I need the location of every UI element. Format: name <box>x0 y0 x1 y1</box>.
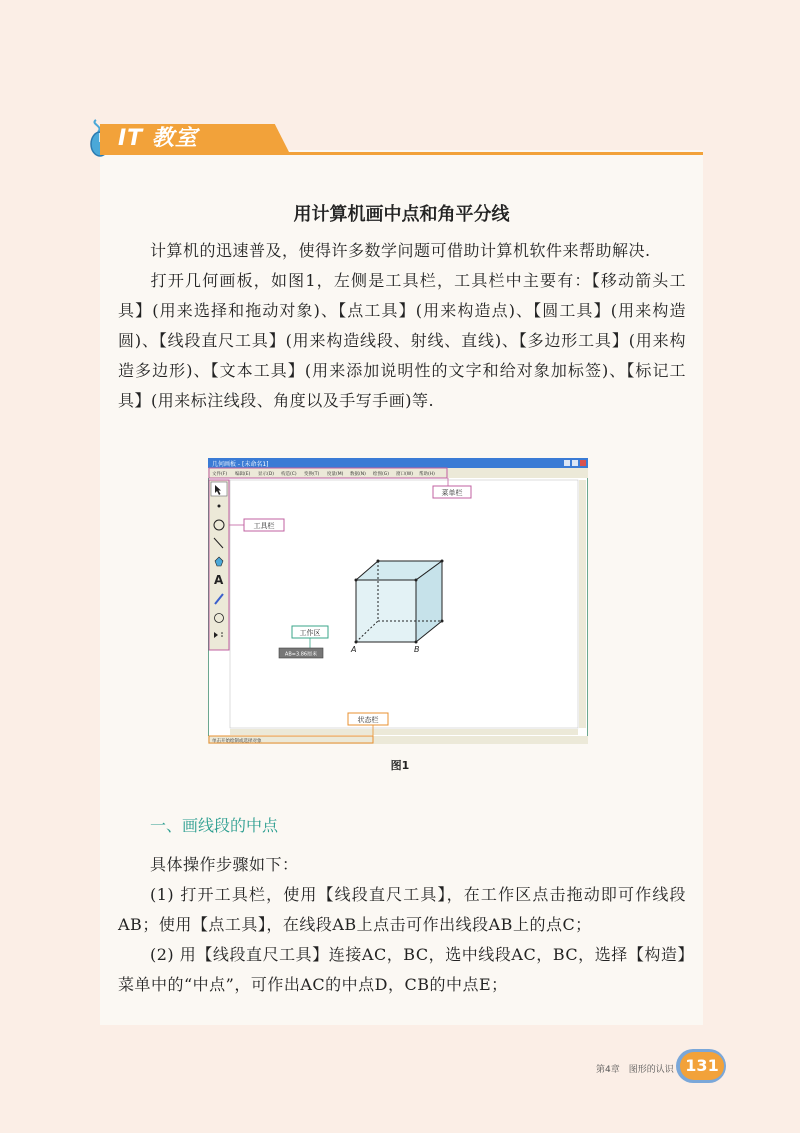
point-label-a: A <box>351 645 357 654</box>
text-tool-icon: A <box>214 573 224 587</box>
vertical-scrollbar <box>579 480 586 728</box>
window-maximize-button <box>572 460 578 466</box>
menu-item[interactable]: 绘图(G) <box>373 472 389 477</box>
menu-item[interactable]: 文件(F) <box>212 472 228 477</box>
menu-item[interactable]: 窗口(W) <box>396 472 413 477</box>
menu-item[interactable]: 度量(M) <box>327 472 344 477</box>
window-title-text: 几何画板 - [未命名1] <box>212 461 269 468</box>
paragraph-tools <box>118 266 686 416</box>
menu-item[interactable]: 构造(C) <box>281 472 297 477</box>
paragraph-tools-text: 打开几何画板，如图1，左侧是工具栏，工具栏中主要有：【移动箭头工具】(用来选择和拖动对象)、【点工具】(用来构造点)、【圆工具】(用来构造圆)、【线段直尺工具】(用来构造线段、射线、直线)、【多边形工具】(用来构造多边形)、【文本工具】(用来添加说明性的文字和给对象加标签)、【标记工具】(用来标注线段、角度以及手写手画)等. <box>118 271 686 410</box>
section-heading: 一、画线段的中点 <box>150 816 279 835</box>
menu-item[interactable]: 数据(N) <box>350 472 366 477</box>
section-intro-text: 具体操作步骤如下： <box>150 855 299 874</box>
step-1 <box>118 880 686 940</box>
figure-sketchpad-window <box>208 458 588 744</box>
callout-toolbar-label: 工具栏 <box>253 522 275 530</box>
section-intro <box>118 850 686 880</box>
measurement-text: AB=3.86厘米 <box>284 651 318 658</box>
step-2-text: (2) 用【线段直尺工具】连接AC，BC，选中线段AC，BC，选择【构造】菜单中的“中点”，可作出AC的中点D，CB的中点E； <box>118 945 686 994</box>
cube-drawing <box>356 561 442 642</box>
menu-item[interactable]: 编辑(E) <box>235 472 251 477</box>
window-minimize-button <box>564 460 570 466</box>
step-1-text: (1) 打开工具栏，使用【线段直尺工具】，在工作区点击拖动即可作线段AB；使用【点工具】，在线段AB上点击可作出线段AB上的点C； <box>118 885 686 934</box>
header-label: IT 教室 <box>118 126 198 151</box>
status-text: 单击开始绘制或选择对象 <box>212 739 262 744</box>
window-close-button <box>580 460 586 466</box>
menu-item[interactable]: 帮助(H) <box>419 472 435 477</box>
footer-chapter: 第4章 图形的认识 <box>596 1065 674 1075</box>
figure-caption: 图1 <box>390 759 410 772</box>
menu-item[interactable]: 显示(D) <box>258 472 274 477</box>
paragraph-intro <box>118 236 686 266</box>
point-tool-icon <box>218 505 221 508</box>
step-2 <box>118 940 686 1000</box>
point-label-b: B <box>414 645 420 654</box>
horizontal-scrollbar <box>230 729 578 735</box>
callout-statusbar-label: 状态栏 <box>357 716 379 724</box>
callout-workspace-label: 工作区 <box>299 629 321 637</box>
menu-item[interactable]: 变换(T) <box>304 472 320 477</box>
paragraph-intro-text: 计算机的迅速普及，使得许多数学问题可借助计算机软件来帮助解决. <box>150 241 651 260</box>
page-number: 131 <box>680 1052 724 1080</box>
callout-menubar-label: 菜单栏 <box>441 489 463 497</box>
page-title: 用计算机画中点和角平分线 <box>293 204 510 225</box>
